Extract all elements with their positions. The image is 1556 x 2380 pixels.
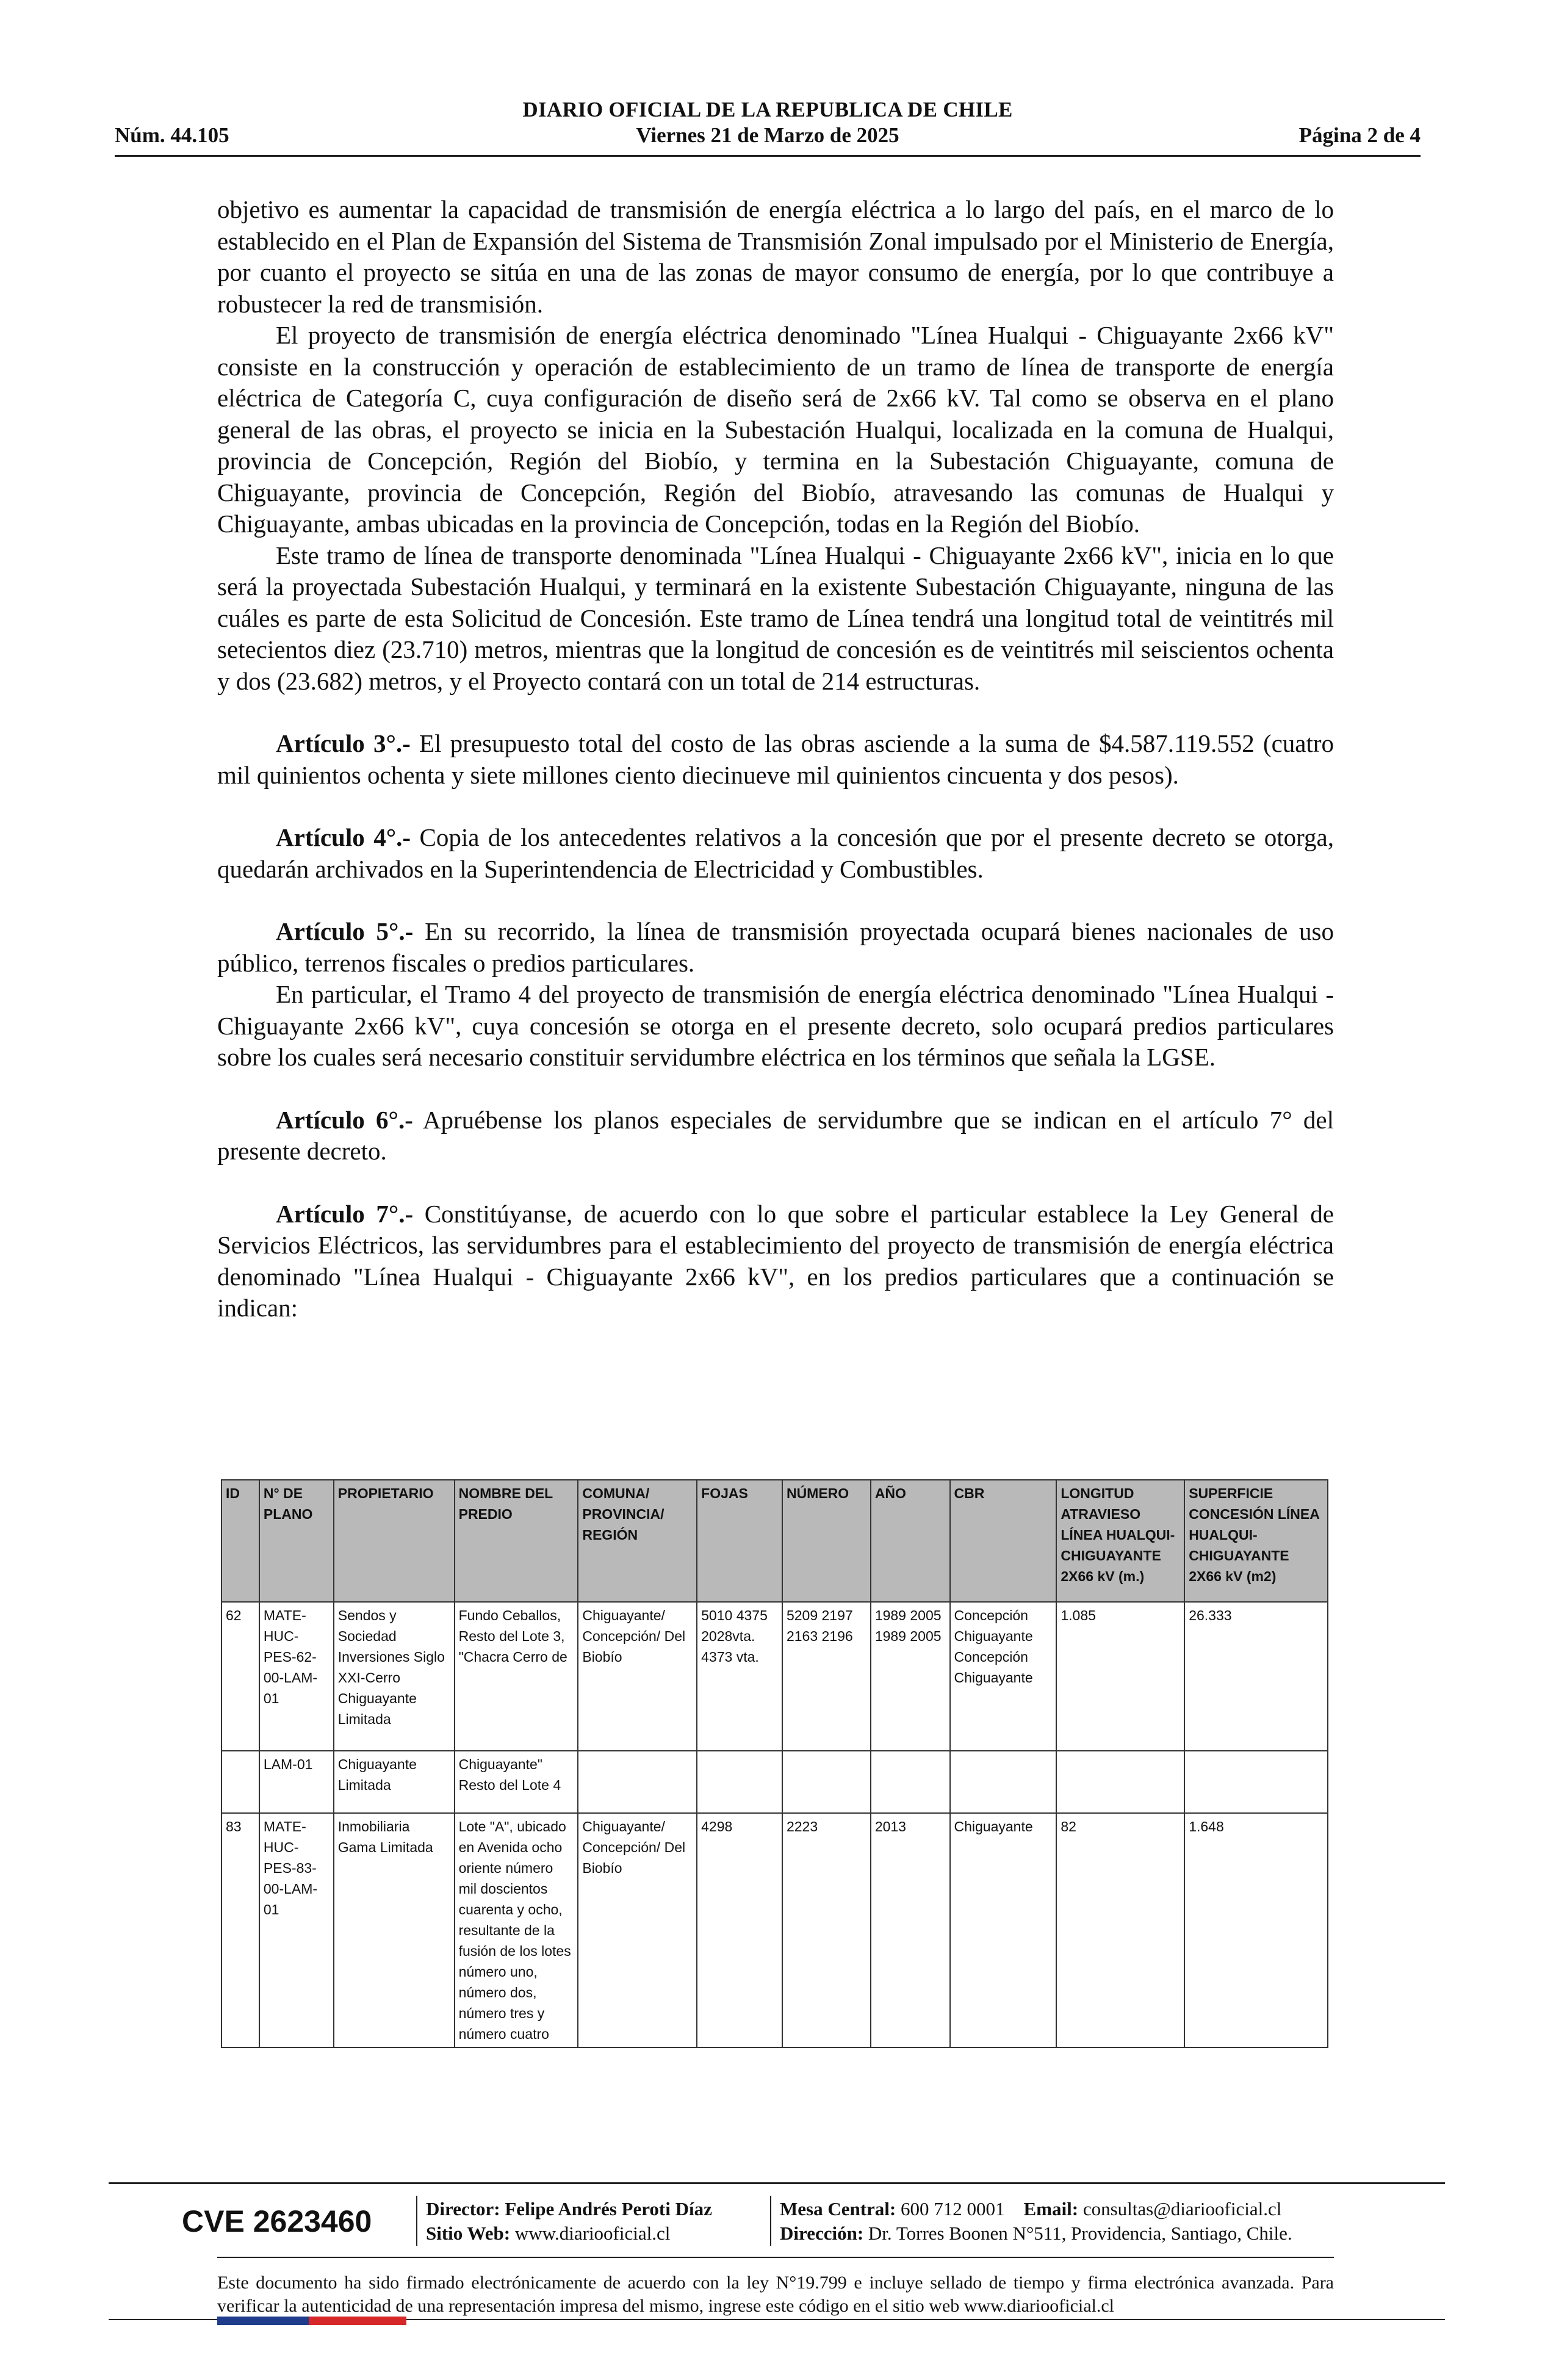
article-7 bbox=[217, 1199, 1334, 1324]
footer-divider bbox=[770, 2196, 771, 2246]
table-cell bbox=[871, 1751, 950, 1813]
col-id: ID bbox=[222, 1480, 259, 1602]
website-line bbox=[426, 2221, 712, 2246]
director-name: Felipe Andrés Peroti Díaz bbox=[505, 2198, 712, 2220]
article-3-text: El presupuesto total del costo de las obras asciende a la suma de $4.587.119.552 (cuatro mil quinientos ochenta y siete millones ciento diecinueve mil quinientos cincuenta y dos pesos). bbox=[217, 729, 1334, 789]
table-cell: 4298 bbox=[697, 1813, 782, 2047]
article-4-label: Artículo 4°.- bbox=[276, 823, 411, 851]
table-cell: Chiguayante/ Concepción/ Del Biobío bbox=[578, 1813, 697, 2047]
mesa-label: Mesa Central: bbox=[780, 2198, 896, 2220]
table-cell: Chiguayante/ Concepción/ Del Biobío bbox=[578, 1602, 697, 1751]
table-cell: 62 bbox=[222, 1602, 259, 1751]
easement-table bbox=[221, 1479, 1328, 2048]
col-propietario: PROPIETARIO bbox=[334, 1480, 455, 1602]
table-cell: Lote "A", ubicado en Avenida ocho oriente número mil doscientos cuarenta y ocho, resultante de la fusión de los lotes número uno, número dos, número tres y número cuatro bbox=[455, 1813, 578, 2047]
contact-line bbox=[780, 2197, 1292, 2221]
article-3 bbox=[217, 728, 1334, 791]
article-5 bbox=[217, 916, 1334, 979]
article-3-label: Artículo 3°.- bbox=[276, 729, 411, 757]
col-numero: NÚMERO bbox=[782, 1480, 871, 1602]
col-superficie: SUPERFICIE CONCESIÓN LÍNEA HUALQUI-CHIGUAYANTE 2X66 kV (m2) bbox=[1184, 1480, 1328, 1602]
col-nombre-predio: NOMBRE DEL PREDIO bbox=[455, 1480, 578, 1602]
article-4 bbox=[217, 822, 1334, 885]
table-cell: 1989 2005 1989 2005 bbox=[871, 1602, 950, 1751]
table-cell: Chiguayante bbox=[950, 1813, 1057, 2047]
table-cell: 1.085 bbox=[1056, 1602, 1184, 1751]
website-label: Sitio Web: bbox=[426, 2223, 511, 2244]
table-cell: 1.648 bbox=[1184, 1813, 1328, 2047]
col-fojas: FOJAS bbox=[697, 1480, 782, 1602]
table-cell: Chiguayante Limitada bbox=[334, 1751, 455, 1813]
table-cell bbox=[697, 1751, 782, 1813]
table-cell: 82 bbox=[1056, 1813, 1184, 2047]
flag-stripe-blue bbox=[217, 2317, 309, 2325]
header-rule bbox=[115, 155, 1421, 157]
article-5-paragraph-2: En particular, el Tramo 4 del proyecto de transmisión de energía eléctrica denominado "Línea Hualqui - Chiguayante 2x66 kV", cuya concesión se otorga en el presente decreto, solo ocupará predios particulares sobre los cuales será necesario constituir servidumbre eléctrica en los términos que señala la LGSE. bbox=[217, 980, 1334, 1071]
address-label: Dirección: bbox=[780, 2223, 864, 2244]
col-comuna: COMUNA/ PROVINCIA/ REGIÓN bbox=[578, 1480, 697, 1602]
article-5-text: En su recorrido, la línea de transmisión proyectada ocupará bienes nacionales de uso público, terrenos fiscales o predios particulares. bbox=[217, 917, 1334, 977]
table-header-row bbox=[222, 1480, 1328, 1602]
director-line bbox=[426, 2197, 712, 2221]
mesa-phone: 600 712 0001 bbox=[901, 2198, 1005, 2220]
table-cell bbox=[1056, 1751, 1184, 1813]
table-cell bbox=[782, 1751, 871, 1813]
footer-director-block bbox=[426, 2197, 712, 2246]
page-indicator: Página 2 de 4 bbox=[1298, 123, 1421, 147]
table-header bbox=[222, 1480, 1328, 1602]
col-plano: N° DE PLANO bbox=[259, 1480, 334, 1602]
table-cell: Chiguayante" Resto del Lote 4 bbox=[455, 1751, 578, 1813]
email-label: Email: bbox=[1023, 2198, 1079, 2220]
article-6 bbox=[217, 1105, 1334, 1167]
issue-date: Viernes 21 de Marzo de 2025 bbox=[636, 123, 899, 147]
article-6-text: Apruébense los planos especiales de servidumbre que se indican en el artículo 7° del presente decreto. bbox=[217, 1105, 1334, 1165]
table-cell bbox=[1184, 1751, 1328, 1813]
footer-mid-rule bbox=[217, 2257, 1334, 2258]
article-7-text: Constitúyanse, de acuerdo con lo que sobre el particular establece la Ley General de Servicios Eléctricos, las servidumbres para el establecimiento del proyecto de transmisión de energía eléctrica denominado "Línea Hualqui - Chiguayante 2x66 kV", en los predios particulares que a continuación se indican: bbox=[217, 1199, 1334, 1322]
table-row bbox=[222, 1751, 1328, 1813]
issue-number: Núm. 44.105 bbox=[115, 123, 229, 147]
table-cell: Fundo Ceballos, Resto del Lote 3, "Chacra Cerro de bbox=[455, 1602, 578, 1751]
document-body bbox=[217, 194, 1334, 1324]
table-cell: 5209 2197 2163 2196 bbox=[782, 1602, 871, 1751]
director-label: Director: bbox=[426, 2198, 500, 2220]
signature-note: Este documento ha sido firmado electrónicamente de acuerdo con la ley N°19.799 e incluye sellado de tiempo y firma electrónica avanzada. Para verificar la autenticidad de una representación impresa del mismo, ingrese este código en el sitio web www.diariooficial.cl bbox=[217, 2273, 1334, 2316]
article-4-text: Copia de los antecedentes relativos a la concesión que por el presente decreto se otorga, quedarán archivados en la Superintendencia de Electricidad y Combustibles. bbox=[217, 823, 1334, 883]
table-cell: 2013 bbox=[871, 1813, 950, 2047]
table-row bbox=[222, 1813, 1328, 2047]
table-cell: LAM-01 bbox=[259, 1751, 334, 1813]
address-text: Dr. Torres Boonen N°511, Providencia, Santiago, Chile. bbox=[868, 2223, 1292, 2244]
cve-code: CVE 2623460 bbox=[182, 2204, 372, 2238]
table-cell bbox=[950, 1751, 1057, 1813]
footer-top-rule bbox=[109, 2182, 1445, 2184]
table-cell: Sendos y Sociedad Inversiones Siglo XXI-Cerro Chiguayante Limitada bbox=[334, 1602, 455, 1751]
article-5-label: Artículo 5°.- bbox=[276, 917, 414, 945]
table-cell: Concepción Chiguayante Concepción Chiguayante bbox=[950, 1602, 1057, 1751]
table-cell bbox=[222, 1751, 259, 1813]
footer-contact-block bbox=[780, 2197, 1292, 2246]
table-cell: 5010 4375 2028vta. 4373 vta. bbox=[697, 1602, 782, 1751]
table-row bbox=[222, 1602, 1328, 1751]
website-link[interactable]: www.diariooficial.cl bbox=[514, 2223, 671, 2244]
table-cell: 26.333 bbox=[1184, 1602, 1328, 1751]
paragraph-3: Este tramo de línea de transporte denominada "Línea Hualqui - Chiguayante 2x66 kV", inicia en lo que será la proyectada Subestación Hualqui, y terminará en la existente Subestación Chiguayante, ninguna de las cuáles es parte de esta Solicitud de Concesión. Este tramo de Línea tendrá una longitud total de veintitrés mil setecientos diez (23.710) metros, mientras que la longitud de concesión es de veintitrés mil seiscientos ochenta y dos (23.682) metros, y el Proyecto contará con un total de 214 estructuras. bbox=[217, 541, 1334, 695]
table-cell bbox=[578, 1751, 697, 1813]
address-line bbox=[780, 2221, 1292, 2246]
gazette-title: DIARIO OFICIAL DE LA REPUBLICA DE CHILE bbox=[522, 98, 1013, 121]
flag-stripe-red bbox=[309, 2317, 406, 2325]
paragraph-2: El proyecto de transmisión de energía eléctrica denominado "Línea Hualqui - Chiguayante 2x66 kV" consiste en la construcción y operación de establecimiento de un tramo de línea de transporte de energía eléctrica de Categoría C, cuya configuración de diseño será de 2x66 kV. Tal como se observa en el plano general de las obras, el proyecto se inicia en la Subestación Hualqui, localizada en la comuna de Hualqui, provincia de Concepción, Región del Biobío, y termina en la Subestación Chiguayante, comuna de Chiguayante, provincia de Concepción, Región del Biobío, atravesando las comunas de Hualqui y Chiguayante, ambas ubicadas en la provincia de Concepción, todas en la Región del Biobío. bbox=[217, 321, 1334, 538]
table-cell: MATE-HUC-PES-83-00-LAM-01 bbox=[259, 1813, 334, 2047]
article-7-label: Artículo 7°.- bbox=[276, 1199, 414, 1228]
article-6-label: Artículo 6°.- bbox=[276, 1105, 413, 1134]
col-ano: AÑO bbox=[871, 1480, 950, 1602]
footer-divider bbox=[416, 2196, 417, 2246]
page-header bbox=[115, 92, 1421, 159]
table-body bbox=[222, 1602, 1328, 2047]
table-cell: 83 bbox=[222, 1813, 259, 2047]
table-cell: 2223 bbox=[782, 1813, 871, 2047]
email-link[interactable]: consultas@diariooficial.cl bbox=[1082, 2198, 1282, 2220]
table-cell: Inmobiliaria Gama Limitada bbox=[334, 1813, 455, 2047]
col-cbr: CBR bbox=[950, 1480, 1057, 1602]
paragraph-1: objetivo es aumentar la capacidad de transmisión de energía eléctrica a lo largo del país, en el marco de lo establecido en el Plan de Expansión del Sistema de Transmisión Zonal impulsado por el Ministerio de Energía, por cuanto el proyecto se sitúa en una de las zonas de mayor consumo de energía, por lo que contribuye a robustecer la red de transmisión. bbox=[217, 195, 1334, 318]
table-cell: MATE-HUC-PES-62-00-LAM-01 bbox=[259, 1602, 334, 1751]
col-longitud: LONGITUD ATRAVIESO LÍNEA HUALQUI-CHIGUAYANTE 2X66 kV (m.) bbox=[1056, 1480, 1184, 1602]
